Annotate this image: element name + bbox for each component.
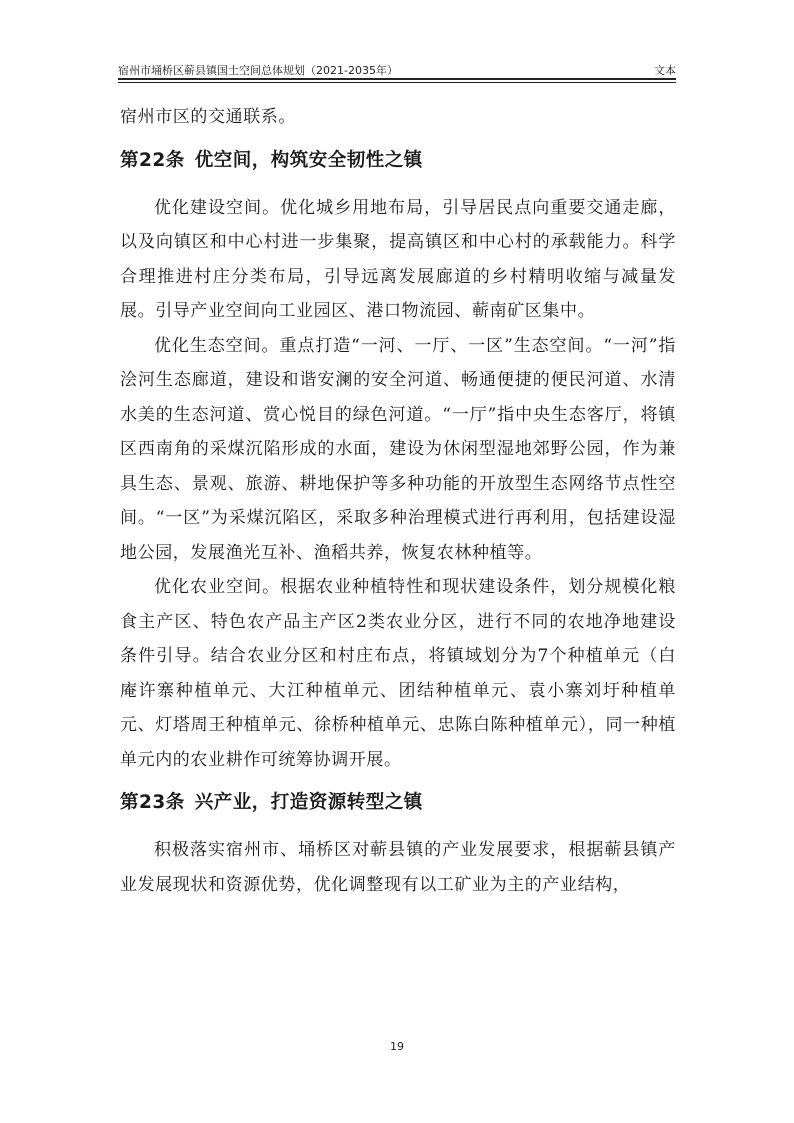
document-type-label: 文本 bbox=[654, 64, 676, 77]
paragraph-continuation: 宿州市区的交通联系。 bbox=[120, 107, 296, 127]
article-title: 优空间，构筑安全韧性之镇 bbox=[194, 149, 423, 171]
paragraph-industry: 积极落实宿州市、埇桥区对蕲县镇的产业发展要求，根据蕲县镇产业发展现状和资源优势，优化调整现有以工矿业为主的产业结构， bbox=[120, 840, 676, 895]
document-title: 宿州市埇桥区蕲县镇国土空间总体规划（2021-2035年） bbox=[118, 64, 398, 77]
header-rule-thin bbox=[118, 82, 676, 83]
page-number: 19 bbox=[390, 1040, 404, 1053]
article-number: 第22条 bbox=[120, 149, 185, 171]
page-body bbox=[120, 100, 676, 902]
paragraph-agricultural-space: 优化农业空间。根据农业种植特性和现状建设条件，划分规模化粮食主产区、特色农产品主产区2类农业分区，进行不同的农地净地建设条件引导。结合农业分区和村庄布点，将镇域划分为7个种植单元（白庵许寨种植单元、大江种植单元、团结种植单元、袁小寨刘圩种植单元、灯塔周王种植单元、徐桥种植单元、忠陈白陈种植单元），同一种植单元内的农业耕作可统筹协调开展。 bbox=[120, 577, 676, 770]
article-23-heading bbox=[120, 781, 676, 825]
paragraph-ecological-space: 优化生态空间。重点打造“一河、一厅、一区”生态空间。“一河”指浍河生态廊道，建设和谐安澜的安全河道、畅通便捷的便民河道、水清水美的生态河道、赏心悦目的绿色河道。“一厅”指中央生态客厅，将镇区西南角的采煤沉陷形成的水面，建设为休闲型湿地郊野公园，作为兼具生态、景观、旅游、耕地保护等多种功能的开放型生态网络节点性空间。“一区”为采煤沉陷区，采取多种治理模式进行再利用，包括建设湿地公园，发展渔光互补、渔稻共养，恢复农林种植等。 bbox=[120, 335, 676, 563]
article-title: 兴产业，打造资源转型之镇 bbox=[194, 792, 423, 813]
header-rule bbox=[118, 78, 676, 80]
article-number: 第23条 bbox=[120, 792, 185, 813]
paragraph-construction-space: 优化建设空间。优化城乡用地布局，引导居民点向重要交通走廊，以及向镇区和中心村进一步集聚，提高镇区和中心村的承载能力。科学合理推进村庄分类布局，引导远离发展廊道的乡村精明收缩与减量发展。引导产业空间向工业园区、港口物流园、蕲南矿区集中。 bbox=[120, 197, 676, 321]
article-22-heading bbox=[120, 139, 676, 183]
page-header bbox=[118, 58, 676, 78]
